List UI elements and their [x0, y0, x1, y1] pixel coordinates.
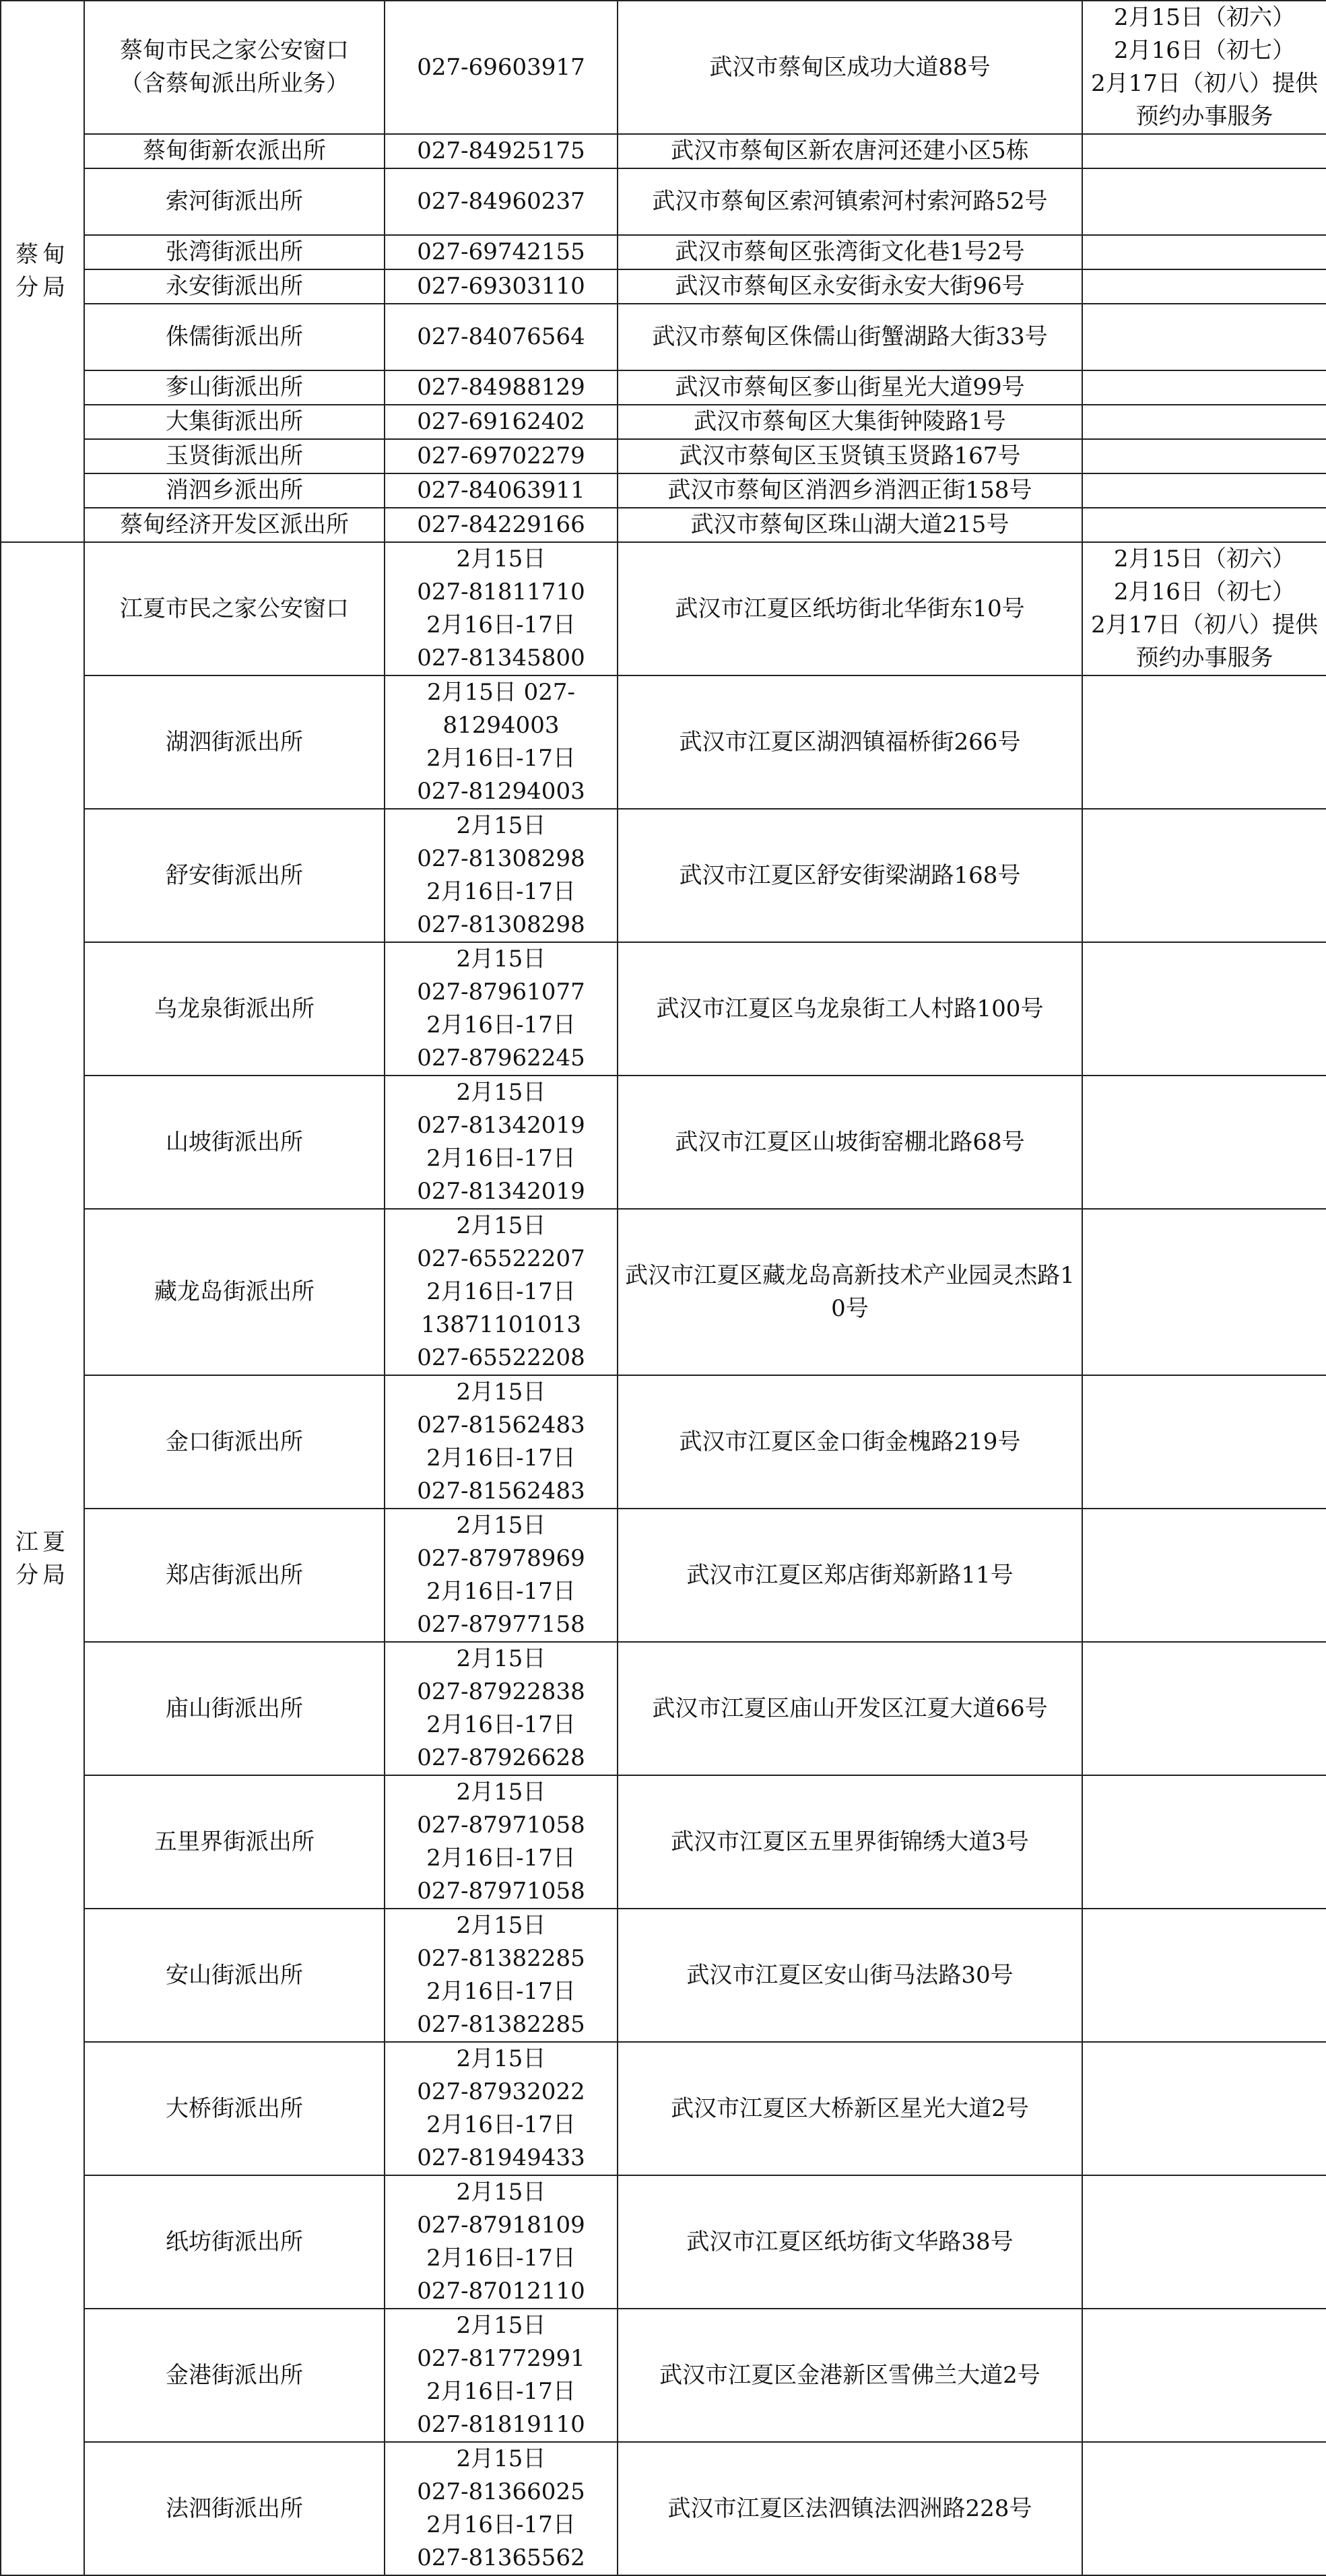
station-address: 武汉市江夏区金港新区雪佛兰大道2号: [618, 2309, 1082, 2442]
station-phone: 027-84063911: [385, 473, 618, 508]
station-phone: 027-84988129: [385, 370, 618, 405]
station-name: 蔡甸市民之家公安窗口 （含蔡甸派出所业务）: [84, 1, 385, 134]
bureau-jiangxia: 江夏 分局: [1, 542, 84, 2575]
station-address: 武汉市江夏区大桥新区星光大道2号: [618, 2042, 1082, 2175]
station-address: 武汉市蔡甸区珠山湖大道215号: [618, 508, 1082, 542]
service-note: 2月15日（初六） 2月16日（初七） 2月17日（初八）提供预约办事服务: [1082, 542, 1326, 675]
station-name: 纸坊街派出所: [84, 2175, 385, 2309]
note-cell: [1082, 235, 1326, 269]
note-cell: [1082, 439, 1326, 473]
station-address: 武汉市江夏区法泗镇法泗洲路228号: [618, 2442, 1082, 2575]
station-name: 玉贤街派出所: [84, 439, 385, 473]
station-address: 武汉市江夏区郑店街郑新路11号: [618, 1509, 1082, 1642]
station-phone: 2月15日 027- 81294003 2月16日-17日 027-81294003: [385, 675, 618, 809]
station-address: 武汉市蔡甸区成功大道88号: [618, 1, 1082, 134]
station-phone: 027-69162402: [385, 405, 618, 439]
bureau-caidian: 蔡甸 分局: [1, 1, 84, 542]
table-row: [1, 2442, 1326, 2575]
station-name: 乌龙泉街派出所: [84, 942, 385, 1076]
station-phone: 027-84076564: [385, 304, 618, 370]
station-name: 湖泗街派出所: [84, 675, 385, 809]
table-row: [1, 405, 1326, 439]
station-name: 张湾街派出所: [84, 235, 385, 269]
station-address: 武汉市蔡甸区大集街钟陵路1号: [618, 405, 1082, 439]
station-phone: 2月15日 027-87918109 2月16日-17日 027-87012110: [385, 2175, 618, 2309]
note-cell: [1082, 1375, 1326, 1509]
note-cell: [1082, 269, 1326, 304]
station-phone: 027-69303110: [385, 269, 618, 304]
station-phone: 2月15日 027-81308298 2月16日-17日 027-81308298: [385, 809, 618, 942]
station-address: 武汉市江夏区五里界街锦绣大道3号: [618, 1775, 1082, 1909]
station-phone: 2月15日 027-87961077 2月16日-17日 027-87962245: [385, 942, 618, 1076]
station-phone: 2月15日 027-81811710 2月16日-17日 027-81345800: [385, 542, 618, 675]
station-name: 法泗街派出所: [84, 2442, 385, 2575]
table-row: [1, 1209, 1326, 1375]
station-name: 舒安街派出所: [84, 809, 385, 942]
station-address: 武汉市蔡甸区侏儒山街蟹湖路大街33号: [618, 304, 1082, 370]
table-row: [1, 2309, 1326, 2442]
note-cell: [1082, 675, 1326, 809]
note-cell: [1082, 2175, 1326, 2309]
station-name: 索河街派出所: [84, 168, 385, 235]
note-cell: [1082, 168, 1326, 235]
service-note: 2月15日（初六） 2月16日（初七） 2月17日（初八）提供预约办事服务: [1082, 1, 1326, 134]
station-address: 武汉市江夏区纸坊街文华路38号: [618, 2175, 1082, 2309]
note-cell: [1082, 508, 1326, 542]
station-name: 庙山街派出所: [84, 1642, 385, 1775]
station-name: 安山街派出所: [84, 1909, 385, 2042]
station-phone: 2月15日 027-87932022 2月16日-17日 027-81949433: [385, 2042, 618, 2175]
station-name: 蔡甸街新农派出所: [84, 134, 385, 168]
station-phone: 027-69702279: [385, 439, 618, 473]
table-row: [1, 1, 1326, 134]
station-address: 武汉市江夏区藏龙岛高新技术产业园灵杰路10号: [618, 1209, 1082, 1375]
station-name: 江夏市民之家公安窗口: [84, 542, 385, 675]
note-cell: [1082, 1076, 1326, 1209]
station-name: 消泗乡派出所: [84, 473, 385, 508]
station-address: 武汉市江夏区山坡街窑棚北路68号: [618, 1076, 1082, 1209]
table-row: [1, 508, 1326, 542]
station-phone: 027-69603917: [385, 1, 618, 134]
table-row: [1, 269, 1326, 304]
note-cell: [1082, 2442, 1326, 2575]
table-row: [1, 235, 1326, 269]
note-cell: [1082, 942, 1326, 1076]
station-address: 武汉市江夏区安山街马法路30号: [618, 1909, 1082, 2042]
note-cell: [1082, 809, 1326, 942]
station-address: 武汉市江夏区金口街金槐路219号: [618, 1375, 1082, 1509]
table-row: [1, 675, 1326, 809]
table-row: [1, 134, 1326, 168]
note-cell: [1082, 1775, 1326, 1909]
table-row: [1, 2042, 1326, 2175]
station-name: 奓山街派出所: [84, 370, 385, 405]
station-address: 武汉市江夏区湖泗镇福桥街266号: [618, 675, 1082, 809]
table-row: [1, 809, 1326, 942]
station-address: 武汉市江夏区庙山开发区江夏大道66号: [618, 1642, 1082, 1775]
station-name: 大集街派出所: [84, 405, 385, 439]
station-name: 侏儒街派出所: [84, 304, 385, 370]
table-row: [1, 304, 1326, 370]
station-phone: 2月15日 027-87978969 2月16日-17日 027-87977158: [385, 1509, 618, 1642]
note-cell: [1082, 1209, 1326, 1375]
station-address: 武汉市蔡甸区索河镇索河村索河路52号: [618, 168, 1082, 235]
station-phone: 027-84960237: [385, 168, 618, 235]
station-address: 武汉市江夏区乌龙泉街工人村路100号: [618, 942, 1082, 1076]
note-cell: [1082, 370, 1326, 405]
station-address: 武汉市江夏区舒安街梁湖路168号: [618, 809, 1082, 942]
station-address: 武汉市蔡甸区张湾街文化巷1号2号: [618, 235, 1082, 269]
station-phone: 2月15日 027-87971058 2月16日-17日 027-87971058: [385, 1775, 618, 1909]
station-phone: 2月15日 027-81772991 2月16日-17日 027-81819110: [385, 2309, 618, 2442]
station-name: 蔡甸经济开发区派出所: [84, 508, 385, 542]
station-name: 郑店街派出所: [84, 1509, 385, 1642]
station-phone: 027-84925175: [385, 134, 618, 168]
station-name: 大桥街派出所: [84, 2042, 385, 2175]
station-name: 金口街派出所: [84, 1375, 385, 1509]
note-cell: [1082, 1642, 1326, 1775]
station-name: 藏龙岛街派出所: [84, 1209, 385, 1375]
note-cell: [1082, 134, 1326, 168]
station-address: 武汉市蔡甸区消泗乡消泗正街158号: [618, 473, 1082, 508]
station-name: 永安街派出所: [84, 269, 385, 304]
note-cell: [1082, 304, 1326, 370]
table-row: [1, 542, 1326, 675]
table-row: [1, 1775, 1326, 1909]
station-phone: 027-84229166: [385, 508, 618, 542]
table-row: [1, 1076, 1326, 1209]
station-phone: 2月15日 027-81562483 2月16日-17日 027-81562483: [385, 1375, 618, 1509]
station-phone: 2月15日 027-87922838 2月16日-17日 027-87926628: [385, 1642, 618, 1775]
note-cell: [1082, 1909, 1326, 2042]
table-row: [1, 942, 1326, 1076]
note-cell: [1082, 405, 1326, 439]
table-row: [1, 168, 1326, 235]
station-phone: 2月15日 027-81382285 2月16日-17日 027-81382285: [385, 1909, 618, 2042]
note-cell: [1082, 2309, 1326, 2442]
table-row: [1, 370, 1326, 405]
station-phone: 2月15日 027-81366025 2月16日-17日 027-81365562: [385, 2442, 618, 2575]
station-address: 武汉市蔡甸区永安街永安大街96号: [618, 269, 1082, 304]
station-address: 武汉市江夏区纸坊街北华街东10号: [618, 542, 1082, 675]
station-address: 武汉市蔡甸区新农唐河还建小区5栋: [618, 134, 1082, 168]
station-address: 武汉市蔡甸区玉贤镇玉贤路167号: [618, 439, 1082, 473]
station-phone: 2月15日 027-65522207 2月16日-17日 13871101013 027-65522208: [385, 1209, 618, 1375]
table-row: [1, 2175, 1326, 2309]
table-row: [1, 1509, 1326, 1642]
station-name: 五里界街派出所: [84, 1775, 385, 1909]
table-row: [1, 473, 1326, 508]
note-cell: [1082, 2042, 1326, 2175]
table-row: [1, 439, 1326, 473]
table-row: [1, 1375, 1326, 1509]
table-row: [1, 1909, 1326, 2042]
note-cell: [1082, 473, 1326, 508]
station-name: 山坡街派出所: [84, 1076, 385, 1209]
station-name: 金港街派出所: [84, 2309, 385, 2442]
station-phone: 027-69742155: [385, 235, 618, 269]
note-cell: [1082, 1509, 1326, 1642]
station-phone: 2月15日 027-81342019 2月16日-17日 027-81342019: [385, 1076, 618, 1209]
table-row: [1, 1642, 1326, 1775]
station-address: 武汉市蔡甸区奓山街星光大道99号: [618, 370, 1082, 405]
